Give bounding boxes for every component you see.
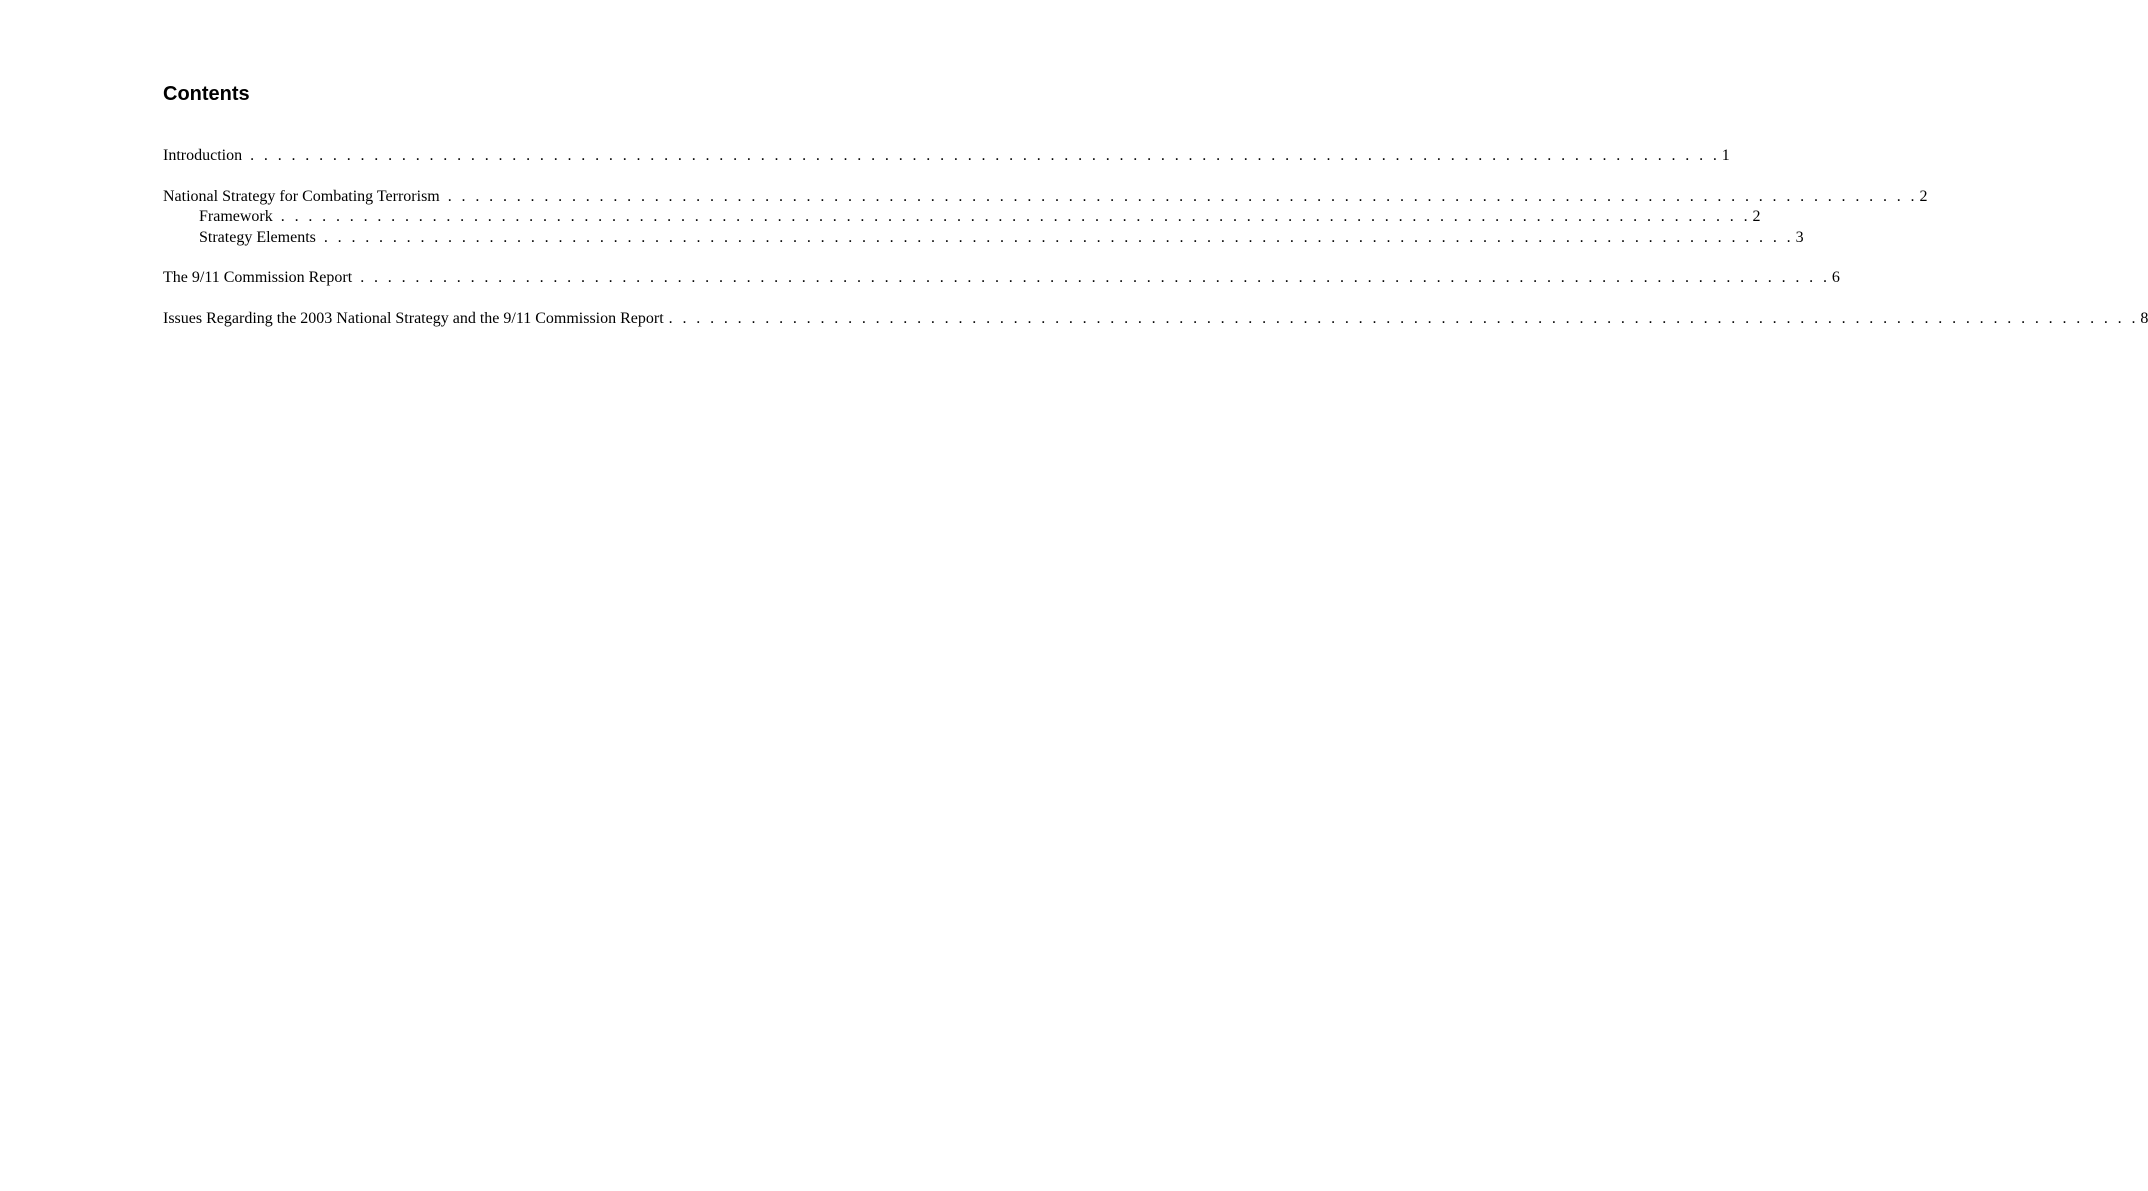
toc-entry-label: Introduction — [163, 147, 243, 164]
toc-group-national-strategy — [163, 187, 1928, 249]
toc-group-issues — [163, 309, 2148, 330]
toc-entry-national-strategy[interactable] — [163, 187, 1928, 208]
toc-dot-leader: . . . . . . . . . . . . . . . . . . . . . . . . . . . . . . . . . . . . . . . . . . . . . . . . . . . . . . . . . . . . . . . . . . . . . . . . . . . . . . . . . . . . . . . . . . . . . . . . . . . . . . . . . . . — [668, 309, 2139, 327]
toc-dot-leader: . . . . . . . . . . . . . . . . . . . . . . . . . . . . . . . . . . . . . . . . . . . . . . . . . . . . . . . . . . . . . . . . . . . . . . . . . . . . . . . . . . . . . . . . . . . . . . . . . . . . . . . . . . . — [280, 208, 1751, 225]
toc-entry-framework[interactable] — [163, 207, 1761, 228]
toc-entry-issues[interactable] — [163, 309, 2148, 330]
document-page — [163, 80, 2148, 349]
toc-entry-strategy-elements[interactable] — [163, 228, 1804, 249]
toc-group-commission-report — [163, 268, 1840, 289]
toc-entry-introduction[interactable] — [163, 146, 1730, 167]
toc-group-introduction — [163, 146, 1730, 167]
toc-dot-leader: . . . . . . . . . . . . . . . . . . . . . . . . . . . . . . . . . . . . . . . . . . . . . . . . . . . . . . . . . . . . . . . . . . . . . . . . . . . . . . . . . . . . . . . . . . . . . . . . . . . . . . . . . . . — [447, 187, 1918, 205]
toc-entry-label: Framework — [199, 208, 273, 225]
table-of-contents — [163, 146, 2148, 329]
toc-page-number: 1 — [1721, 147, 1730, 164]
toc-entry-label: National Strategy for Combating Terrorism — [163, 187, 440, 205]
toc-dot-leader: . . . . . . . . . . . . . . . . . . . . . . . . . . . . . . . . . . . . . . . . . . . . . . . . . . . . . . . . . . . . . . . . . . . . . . . . . . . . . . . . . . . . . . . . . . . . . . . . . . . . . . . . . . . — [323, 228, 1794, 246]
toc-entry-label: The 9/11 Commission Report — [163, 269, 353, 286]
toc-entry-label: Strategy Elements — [199, 228, 316, 246]
toc-entry-commission-report[interactable] — [163, 268, 1840, 289]
toc-page-number: 8 — [2140, 309, 2148, 327]
toc-page-number: 3 — [1795, 228, 1804, 246]
toc-entry-label: Issues Regarding the 2003 National Strategy and the 9/11 Commission Report — [163, 309, 664, 327]
toc-page-number: 6 — [1831, 269, 1840, 286]
toc-dot-leader: . . . . . . . . . . . . . . . . . . . . . . . . . . . . . . . . . . . . . . . . . . . . . . . . . . . . . . . . . . . . . . . . . . . . . . . . . . . . . . . . . . . . . . . . . . . . . . . . . . . . . . . . . . . — [250, 147, 1720, 164]
toc-page-number: 2 — [1919, 187, 1928, 205]
toc-page-number: 2 — [1752, 208, 1761, 225]
toc-dot-leader: . . . . . . . . . . . . . . . . . . . . . . . . . . . . . . . . . . . . . . . . . . . . . . . . . . . . . . . . . . . . . . . . . . . . . . . . . . . . . . . . . . . . . . . . . . . . . . . . . . . . . . . . . . . — [360, 269, 1830, 286]
page-title: Contents — [163, 83, 250, 105]
